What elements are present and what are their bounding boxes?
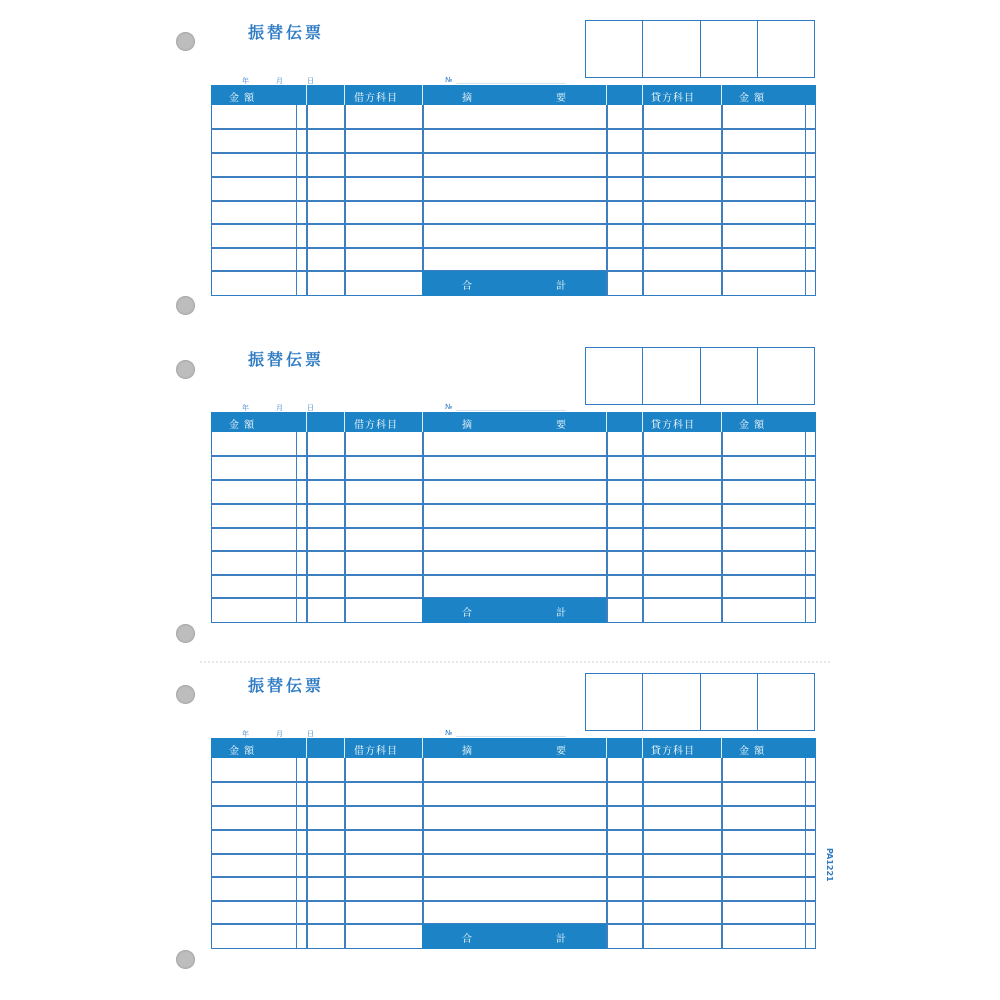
- transfer-slip-1: [0, 0, 1000, 300]
- header-amount-right: 金 額: [739, 746, 766, 757]
- stamp-box[interactable]: [758, 674, 814, 730]
- number-label: №: [445, 403, 453, 411]
- stamp-box[interactable]: [701, 21, 758, 77]
- number-field[interactable]: [456, 410, 566, 411]
- header-credit-account: 貸方科目: [651, 93, 695, 104]
- header-summary-b: 要: [556, 746, 567, 757]
- approval-stamp-boxes: [585, 347, 815, 405]
- total-cell: [422, 598, 606, 623]
- number-label: №: [445, 76, 453, 84]
- header-debit-account: 借方科目: [354, 746, 398, 757]
- day-label: 日: [307, 77, 314, 85]
- header-amount-left: 金 額: [229, 93, 256, 104]
- table-header: [211, 412, 816, 432]
- total-cell: [422, 924, 606, 949]
- year-label: 年: [242, 404, 249, 412]
- year-label: 年: [242, 730, 249, 738]
- slip-table: [211, 412, 816, 623]
- stamp-box[interactable]: [586, 21, 643, 77]
- total-label-a: 合: [462, 608, 472, 619]
- header-summary-b: 要: [556, 420, 567, 431]
- table-header: [211, 738, 816, 758]
- stamp-box[interactable]: [643, 21, 700, 77]
- header-debit-account: 借方科目: [354, 93, 398, 104]
- header-credit-account: 貸方科目: [651, 420, 695, 431]
- stamp-box[interactable]: [643, 348, 700, 404]
- stamp-box[interactable]: [586, 348, 643, 404]
- transfer-slip-2: [0, 327, 1000, 627]
- month-label: 月: [276, 404, 283, 412]
- day-label: 日: [307, 730, 314, 738]
- slip-title: 振替伝票: [248, 676, 325, 695]
- slip-title: 振替伝票: [248, 23, 325, 42]
- day-label: 日: [307, 404, 314, 412]
- header-debit-account: 借方科目: [354, 420, 398, 431]
- table-header: [211, 85, 816, 105]
- approval-stamp-boxes: [585, 673, 815, 731]
- header-summary-a: 摘: [462, 746, 473, 757]
- total-label-b: 計: [556, 281, 566, 292]
- header-amount-right: 金 額: [739, 420, 766, 431]
- total-cell: [422, 271, 606, 296]
- header-amount-left: 金 額: [229, 420, 256, 431]
- stamp-box[interactable]: [643, 674, 700, 730]
- total-label-a: 合: [462, 281, 472, 292]
- total-label-a: 合: [462, 934, 472, 945]
- transfer-slip-3: [0, 653, 1000, 953]
- slip-table: [211, 738, 816, 949]
- header-summary-b: 要: [556, 93, 567, 104]
- month-label: 月: [276, 77, 283, 85]
- stamp-box[interactable]: [758, 21, 814, 77]
- approval-stamp-boxes: [585, 20, 815, 78]
- number-field[interactable]: [456, 83, 566, 84]
- header-summary-a: 摘: [462, 420, 473, 431]
- stamp-box[interactable]: [758, 348, 814, 404]
- header-amount-right: 金 額: [739, 93, 766, 104]
- header-credit-account: 貸方科目: [651, 746, 695, 757]
- stamp-box[interactable]: [586, 674, 643, 730]
- number-field[interactable]: [456, 736, 566, 737]
- slip-table: [211, 85, 816, 296]
- form-code: PA1221: [825, 848, 834, 882]
- number-label: №: [445, 729, 453, 737]
- stamp-box[interactable]: [701, 348, 758, 404]
- total-label-b: 計: [556, 934, 566, 945]
- year-label: 年: [242, 77, 249, 85]
- header-summary-a: 摘: [462, 93, 473, 104]
- slip-title: 振替伝票: [248, 350, 325, 369]
- header-amount-left: 金 額: [229, 746, 256, 757]
- stamp-box[interactable]: [701, 674, 758, 730]
- total-label-b: 計: [556, 608, 566, 619]
- month-label: 月: [276, 730, 283, 738]
